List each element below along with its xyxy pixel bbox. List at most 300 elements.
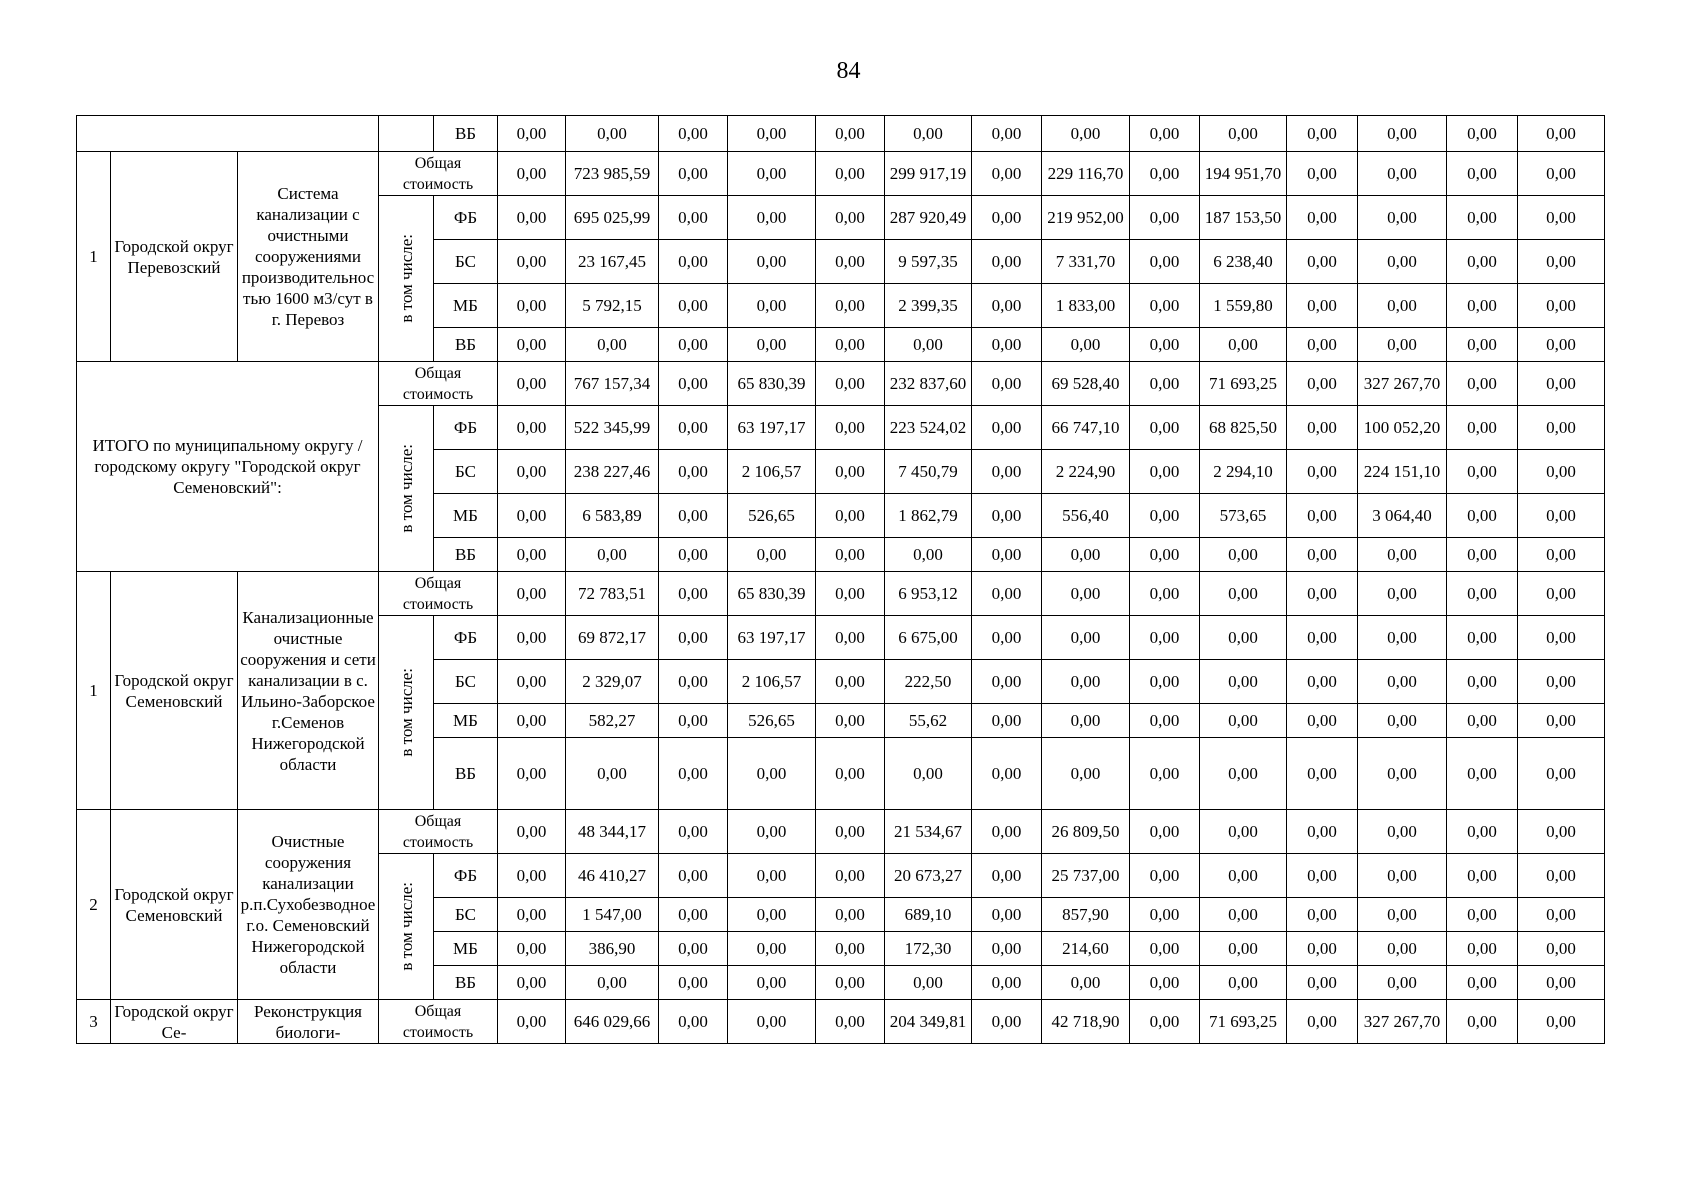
value-cell: 0,00 [728, 898, 816, 932]
value-cell: 0,00 [498, 966, 566, 1000]
value-cell: 522 345,99 [566, 406, 659, 450]
value-cell: 0,00 [1447, 362, 1518, 406]
value-cell: 0,00 [1200, 738, 1287, 810]
value-cell: 1 833,00 [1042, 284, 1130, 328]
value-cell: 222,50 [885, 660, 972, 704]
total-cost-label: Общая стоимость [379, 572, 498, 616]
value-cell: 204 349,81 [885, 1000, 972, 1044]
value-cell: 0,00 [1447, 572, 1518, 616]
value-cell: 42 718,90 [1042, 1000, 1130, 1044]
including-label: в том числе: [396, 882, 416, 971]
value-cell: 0,00 [1287, 616, 1358, 660]
value-cell: 0,00 [1130, 1000, 1200, 1044]
value-cell: 582,27 [566, 704, 659, 738]
value-cell: 0,00 [972, 284, 1042, 328]
row-index: 3 [77, 1000, 111, 1044]
value-cell: 0,00 [1358, 966, 1447, 1000]
value-cell: 0,00 [1518, 660, 1605, 704]
value-cell: 0,00 [1200, 660, 1287, 704]
value-cell: 0,00 [659, 738, 728, 810]
value-cell: 0,00 [972, 738, 1042, 810]
value-cell: 0,00 [1518, 538, 1605, 572]
value-cell: 0,00 [1287, 572, 1358, 616]
value-cell: 0,00 [1287, 328, 1358, 362]
financing-table [76, 115, 1605, 1044]
value-cell: 0,00 [1042, 116, 1130, 152]
total-cost-label: Общая стоимость [379, 362, 498, 406]
value-cell: 689,10 [885, 898, 972, 932]
value-cell: 0,00 [566, 116, 659, 152]
value-cell: 0,00 [1447, 1000, 1518, 1044]
value-cell: 0,00 [1287, 450, 1358, 494]
value-cell: 0,00 [659, 854, 728, 898]
value-cell: 25 737,00 [1042, 854, 1130, 898]
value-cell: 0,00 [1200, 704, 1287, 738]
value-cell: 0,00 [498, 660, 566, 704]
value-cell: 556,40 [1042, 494, 1130, 538]
value-cell: 21 534,67 [885, 810, 972, 854]
value-cell: 2 329,07 [566, 660, 659, 704]
total-title: ИТОГО по муниципальному округу / городскому округу "Городской округ Семеновский": [77, 362, 379, 572]
value-cell: 0,00 [816, 116, 885, 152]
value-cell: 0,00 [972, 494, 1042, 538]
value-cell: 0,00 [816, 152, 885, 196]
value-cell: 0,00 [659, 538, 728, 572]
value-cell: 0,00 [1287, 898, 1358, 932]
value-cell: 0,00 [1447, 152, 1518, 196]
value-cell: 0,00 [1200, 932, 1287, 966]
value-cell: 0,00 [1200, 328, 1287, 362]
value-cell: 0,00 [1200, 616, 1287, 660]
including-label-cell [379, 406, 434, 572]
value-cell: 0,00 [1287, 932, 1358, 966]
total-cost-label: Общая стоимость [379, 152, 498, 196]
value-cell: 0,00 [1130, 738, 1200, 810]
value-cell: 0,00 [1287, 240, 1358, 284]
value-cell: 0,00 [1518, 196, 1605, 240]
value-cell: 0,00 [972, 810, 1042, 854]
project-name: Реконструкция биологи- [238, 1000, 379, 1044]
value-cell: 0,00 [816, 704, 885, 738]
value-cell: 0,00 [1287, 116, 1358, 152]
value-cell: 0,00 [659, 494, 728, 538]
value-cell: 0,00 [816, 854, 885, 898]
value-cell: 0,00 [972, 362, 1042, 406]
value-cell: 65 830,39 [728, 572, 816, 616]
budget-code: ВБ [434, 738, 498, 810]
value-cell: 573,65 [1200, 494, 1287, 538]
value-cell: 7 450,79 [885, 450, 972, 494]
value-cell: 0,00 [498, 932, 566, 966]
value-cell: 6 238,40 [1200, 240, 1287, 284]
value-cell: 0,00 [659, 704, 728, 738]
budget-code: БС [434, 898, 498, 932]
value-cell: 26 809,50 [1042, 810, 1130, 854]
value-cell: 287 920,49 [885, 196, 972, 240]
value-cell: 0,00 [659, 406, 728, 450]
value-cell: 723 985,59 [566, 152, 659, 196]
value-cell: 0,00 [498, 196, 566, 240]
budget-code: ФБ [434, 406, 498, 450]
value-cell: 194 951,70 [1200, 152, 1287, 196]
value-cell: 0,00 [1518, 1000, 1605, 1044]
municipality-name: Городской округ Семеновский [111, 810, 238, 1000]
budget-code: ВБ [434, 966, 498, 1000]
budget-code: ВБ [434, 328, 498, 362]
budget-code: МБ [434, 932, 498, 966]
value-cell: 0,00 [1447, 284, 1518, 328]
value-cell: 0,00 [659, 240, 728, 284]
value-cell: 0,00 [1447, 932, 1518, 966]
value-cell: 0,00 [1447, 406, 1518, 450]
value-cell: 0,00 [659, 966, 728, 1000]
value-cell: 0,00 [659, 328, 728, 362]
value-cell: 219 952,00 [1042, 196, 1130, 240]
value-cell: 0,00 [1130, 898, 1200, 932]
value-cell: 0,00 [816, 362, 885, 406]
value-cell: 0,00 [1518, 152, 1605, 196]
value-cell: 0,00 [728, 284, 816, 328]
value-cell: 223 524,02 [885, 406, 972, 450]
value-cell: 0,00 [1042, 966, 1130, 1000]
value-cell: 0,00 [498, 810, 566, 854]
budget-code: МБ [434, 494, 498, 538]
value-cell: 0,00 [1447, 538, 1518, 572]
value-cell: 0,00 [1287, 152, 1358, 196]
value-cell: 0,00 [1130, 362, 1200, 406]
value-cell: 0,00 [885, 966, 972, 1000]
table-row [77, 572, 1605, 616]
value-cell: 0,00 [972, 898, 1042, 932]
value-cell: 0,00 [1358, 854, 1447, 898]
value-cell: 6 953,12 [885, 572, 972, 616]
value-cell: 0,00 [1130, 284, 1200, 328]
value-cell: 327 267,70 [1358, 362, 1447, 406]
value-cell: 0,00 [1518, 362, 1605, 406]
value-cell: 0,00 [972, 854, 1042, 898]
value-cell: 23 167,45 [566, 240, 659, 284]
value-cell: 214,60 [1042, 932, 1130, 966]
project-name: Канализационные очистные сооружения и сети канализации в с. Ильино-Заборское г.Семенов Нижегородской области [238, 572, 379, 810]
budget-code: ФБ [434, 854, 498, 898]
value-cell: 2 106,57 [728, 660, 816, 704]
value-cell: 0,00 [1042, 616, 1130, 660]
row-index: 1 [77, 152, 111, 362]
value-cell: 1 547,00 [566, 898, 659, 932]
value-cell: 1 559,80 [1200, 284, 1287, 328]
value-cell: 857,90 [1042, 898, 1130, 932]
value-cell: 0,00 [885, 738, 972, 810]
value-cell: 0,00 [498, 538, 566, 572]
value-cell: 0,00 [1518, 616, 1605, 660]
value-cell: 0,00 [816, 406, 885, 450]
value-cell: 0,00 [566, 328, 659, 362]
budget-code: ФБ [434, 196, 498, 240]
value-cell: 0,00 [498, 284, 566, 328]
value-cell: 0,00 [1287, 854, 1358, 898]
value-cell: 2 224,90 [1042, 450, 1130, 494]
table-row [77, 362, 1605, 406]
value-cell: 0,00 [1287, 660, 1358, 704]
value-cell: 0,00 [1130, 660, 1200, 704]
municipality-name: Городской округ Перевозский [111, 152, 238, 362]
budget-code: МБ [434, 284, 498, 328]
value-cell: 0,00 [498, 406, 566, 450]
value-cell: 0,00 [728, 328, 816, 362]
value-cell: 0,00 [659, 152, 728, 196]
value-cell: 0,00 [659, 616, 728, 660]
value-cell: 327 267,70 [1358, 1000, 1447, 1044]
value-cell: 0,00 [816, 966, 885, 1000]
including-label-cell [379, 854, 434, 1000]
value-cell: 0,00 [1130, 538, 1200, 572]
value-cell: 232 837,60 [885, 362, 972, 406]
value-cell: 0,00 [816, 196, 885, 240]
value-cell: 0,00 [659, 932, 728, 966]
value-cell: 0,00 [1287, 738, 1358, 810]
municipality-name: Городской округ Се- [111, 1000, 238, 1044]
total-cost-label: Общая стоимость [379, 810, 498, 854]
value-cell: 0,00 [816, 572, 885, 616]
value-cell: 0,00 [1200, 966, 1287, 1000]
value-cell: 100 052,20 [1358, 406, 1447, 450]
value-cell: 0,00 [1447, 704, 1518, 738]
value-cell: 0,00 [1447, 854, 1518, 898]
value-cell: 0,00 [728, 196, 816, 240]
value-cell: 0,00 [1447, 660, 1518, 704]
value-cell: 0,00 [1042, 538, 1130, 572]
value-cell: 0,00 [972, 328, 1042, 362]
empty-cell [379, 116, 434, 152]
value-cell: 66 747,10 [1042, 406, 1130, 450]
value-cell: 229 116,70 [1042, 152, 1130, 196]
value-cell: 0,00 [1042, 572, 1130, 616]
value-cell: 0,00 [1130, 328, 1200, 362]
value-cell: 0,00 [1130, 810, 1200, 854]
value-cell: 69 528,40 [1042, 362, 1130, 406]
value-cell: 0,00 [1518, 494, 1605, 538]
value-cell: 0,00 [1287, 1000, 1358, 1044]
value-cell: 0,00 [816, 450, 885, 494]
value-cell: 0,00 [1200, 854, 1287, 898]
value-cell: 0,00 [659, 1000, 728, 1044]
value-cell: 0,00 [972, 616, 1042, 660]
value-cell: 0,00 [1447, 810, 1518, 854]
value-cell: 0,00 [1287, 966, 1358, 1000]
value-cell: 0,00 [1358, 932, 1447, 966]
value-cell: 0,00 [659, 196, 728, 240]
value-cell: 0,00 [1042, 704, 1130, 738]
value-cell: 2 294,10 [1200, 450, 1287, 494]
table-row [77, 1000, 1605, 1044]
including-label: в том числе: [396, 668, 416, 757]
value-cell: 0,00 [1042, 328, 1130, 362]
municipality-name: Городской округ Семеновский [111, 572, 238, 810]
including-label-cell [379, 616, 434, 810]
value-cell: 0,00 [1130, 572, 1200, 616]
value-cell: 0,00 [972, 116, 1042, 152]
value-cell: 0,00 [498, 854, 566, 898]
value-cell: 6 675,00 [885, 616, 972, 660]
value-cell: 0,00 [816, 932, 885, 966]
value-cell: 0,00 [566, 966, 659, 1000]
including-label-cell [379, 196, 434, 362]
value-cell: 0,00 [498, 616, 566, 660]
value-cell: 0,00 [1447, 328, 1518, 362]
value-cell: 0,00 [1358, 660, 1447, 704]
table-row [77, 116, 1605, 152]
value-cell: 0,00 [972, 196, 1042, 240]
value-cell: 0,00 [1358, 898, 1447, 932]
row-index: 2 [77, 810, 111, 1000]
value-cell: 0,00 [816, 240, 885, 284]
value-cell: 0,00 [498, 704, 566, 738]
budget-code: БС [434, 240, 498, 284]
value-cell: 0,00 [972, 932, 1042, 966]
table-row [77, 152, 1605, 196]
value-cell: 0,00 [1287, 406, 1358, 450]
value-cell: 46 410,27 [566, 854, 659, 898]
value-cell: 0,00 [498, 738, 566, 810]
value-cell: 0,00 [1447, 616, 1518, 660]
value-cell: 0,00 [1287, 494, 1358, 538]
value-cell: 0,00 [1130, 240, 1200, 284]
value-cell: 0,00 [1130, 450, 1200, 494]
value-cell: 0,00 [816, 738, 885, 810]
value-cell: 0,00 [1200, 810, 1287, 854]
value-cell: 0,00 [1358, 240, 1447, 284]
value-cell: 0,00 [498, 572, 566, 616]
value-cell: 72 783,51 [566, 572, 659, 616]
row-index: 1 [77, 572, 111, 810]
value-cell: 69 872,17 [566, 616, 659, 660]
value-cell: 0,00 [566, 738, 659, 810]
value-cell: 55,62 [885, 704, 972, 738]
value-cell: 0,00 [1518, 328, 1605, 362]
value-cell: 0,00 [566, 538, 659, 572]
value-cell: 0,00 [728, 810, 816, 854]
value-cell: 0,00 [885, 328, 972, 362]
value-cell: 0,00 [728, 966, 816, 1000]
table-row [77, 810, 1605, 854]
empty-cell [77, 116, 379, 152]
value-cell: 0,00 [816, 494, 885, 538]
value-cell: 0,00 [972, 152, 1042, 196]
value-cell: 0,00 [1130, 616, 1200, 660]
value-cell: 0,00 [498, 240, 566, 284]
value-cell: 0,00 [659, 284, 728, 328]
value-cell: 0,00 [1130, 406, 1200, 450]
table-container [76, 115, 1605, 1044]
value-cell: 0,00 [972, 966, 1042, 1000]
value-cell: 0,00 [1130, 966, 1200, 1000]
value-cell: 0,00 [816, 660, 885, 704]
value-cell: 0,00 [1358, 284, 1447, 328]
value-cell: 65 830,39 [728, 362, 816, 406]
value-cell: 0,00 [1447, 116, 1518, 152]
value-cell: 71 693,25 [1200, 362, 1287, 406]
value-cell: 0,00 [1200, 572, 1287, 616]
value-cell: 0,00 [1358, 196, 1447, 240]
value-cell: 0,00 [1130, 854, 1200, 898]
budget-code: БС [434, 660, 498, 704]
value-cell: 0,00 [972, 572, 1042, 616]
value-cell: 0,00 [1518, 738, 1605, 810]
budget-code: ВБ [434, 116, 498, 152]
value-cell: 0,00 [728, 1000, 816, 1044]
value-cell: 767 157,34 [566, 362, 659, 406]
value-cell: 0,00 [1358, 538, 1447, 572]
value-cell: 0,00 [816, 538, 885, 572]
value-cell: 0,00 [498, 152, 566, 196]
value-cell: 0,00 [498, 494, 566, 538]
value-cell: 0,00 [498, 362, 566, 406]
value-cell: 0,00 [816, 1000, 885, 1044]
value-cell: 0,00 [728, 116, 816, 152]
value-cell: 0,00 [1358, 152, 1447, 196]
value-cell: 1 862,79 [885, 494, 972, 538]
value-cell: 0,00 [1518, 932, 1605, 966]
value-cell: 0,00 [1447, 494, 1518, 538]
total-cost-label: Общая стоимость [379, 1000, 498, 1044]
value-cell: 0,00 [885, 116, 972, 152]
value-cell: 0,00 [885, 538, 972, 572]
value-cell: 0,00 [1358, 328, 1447, 362]
value-cell: 0,00 [816, 810, 885, 854]
value-cell: 0,00 [659, 362, 728, 406]
project-name: Очистные сооружения канализации р.п.Сухобезводное г.о. Семеновский Нижегородской области [238, 810, 379, 1000]
value-cell: 0,00 [1130, 116, 1200, 152]
value-cell: 0,00 [1518, 284, 1605, 328]
value-cell: 0,00 [1287, 196, 1358, 240]
value-cell: 0,00 [1200, 898, 1287, 932]
value-cell: 0,00 [972, 240, 1042, 284]
value-cell: 0,00 [1447, 966, 1518, 1000]
value-cell: 0,00 [1518, 810, 1605, 854]
value-cell: 0,00 [816, 284, 885, 328]
value-cell: 0,00 [659, 572, 728, 616]
value-cell: 0,00 [972, 1000, 1042, 1044]
value-cell: 0,00 [972, 660, 1042, 704]
page-number: 84 [836, 58, 861, 84]
value-cell: 0,00 [1358, 572, 1447, 616]
value-cell: 0,00 [1518, 240, 1605, 284]
value-cell: 0,00 [1447, 450, 1518, 494]
value-cell: 0,00 [498, 116, 566, 152]
value-cell: 0,00 [659, 898, 728, 932]
value-cell: 0,00 [1130, 704, 1200, 738]
value-cell: 0,00 [1358, 116, 1447, 152]
value-cell: 0,00 [1130, 196, 1200, 240]
value-cell: 0,00 [816, 328, 885, 362]
value-cell: 386,90 [566, 932, 659, 966]
value-cell: 0,00 [498, 1000, 566, 1044]
value-cell: 0,00 [659, 660, 728, 704]
value-cell: 0,00 [1518, 704, 1605, 738]
value-cell: 0,00 [1358, 738, 1447, 810]
value-cell: 0,00 [1287, 810, 1358, 854]
value-cell: 0,00 [1042, 738, 1130, 810]
value-cell: 68 825,50 [1200, 406, 1287, 450]
value-cell: 0,00 [1518, 572, 1605, 616]
value-cell: 2 399,35 [885, 284, 972, 328]
value-cell: 9 597,35 [885, 240, 972, 284]
value-cell: 5 792,15 [566, 284, 659, 328]
value-cell: 0,00 [1130, 494, 1200, 538]
value-cell: 0,00 [728, 854, 816, 898]
value-cell: 0,00 [1042, 660, 1130, 704]
value-cell: 0,00 [728, 538, 816, 572]
